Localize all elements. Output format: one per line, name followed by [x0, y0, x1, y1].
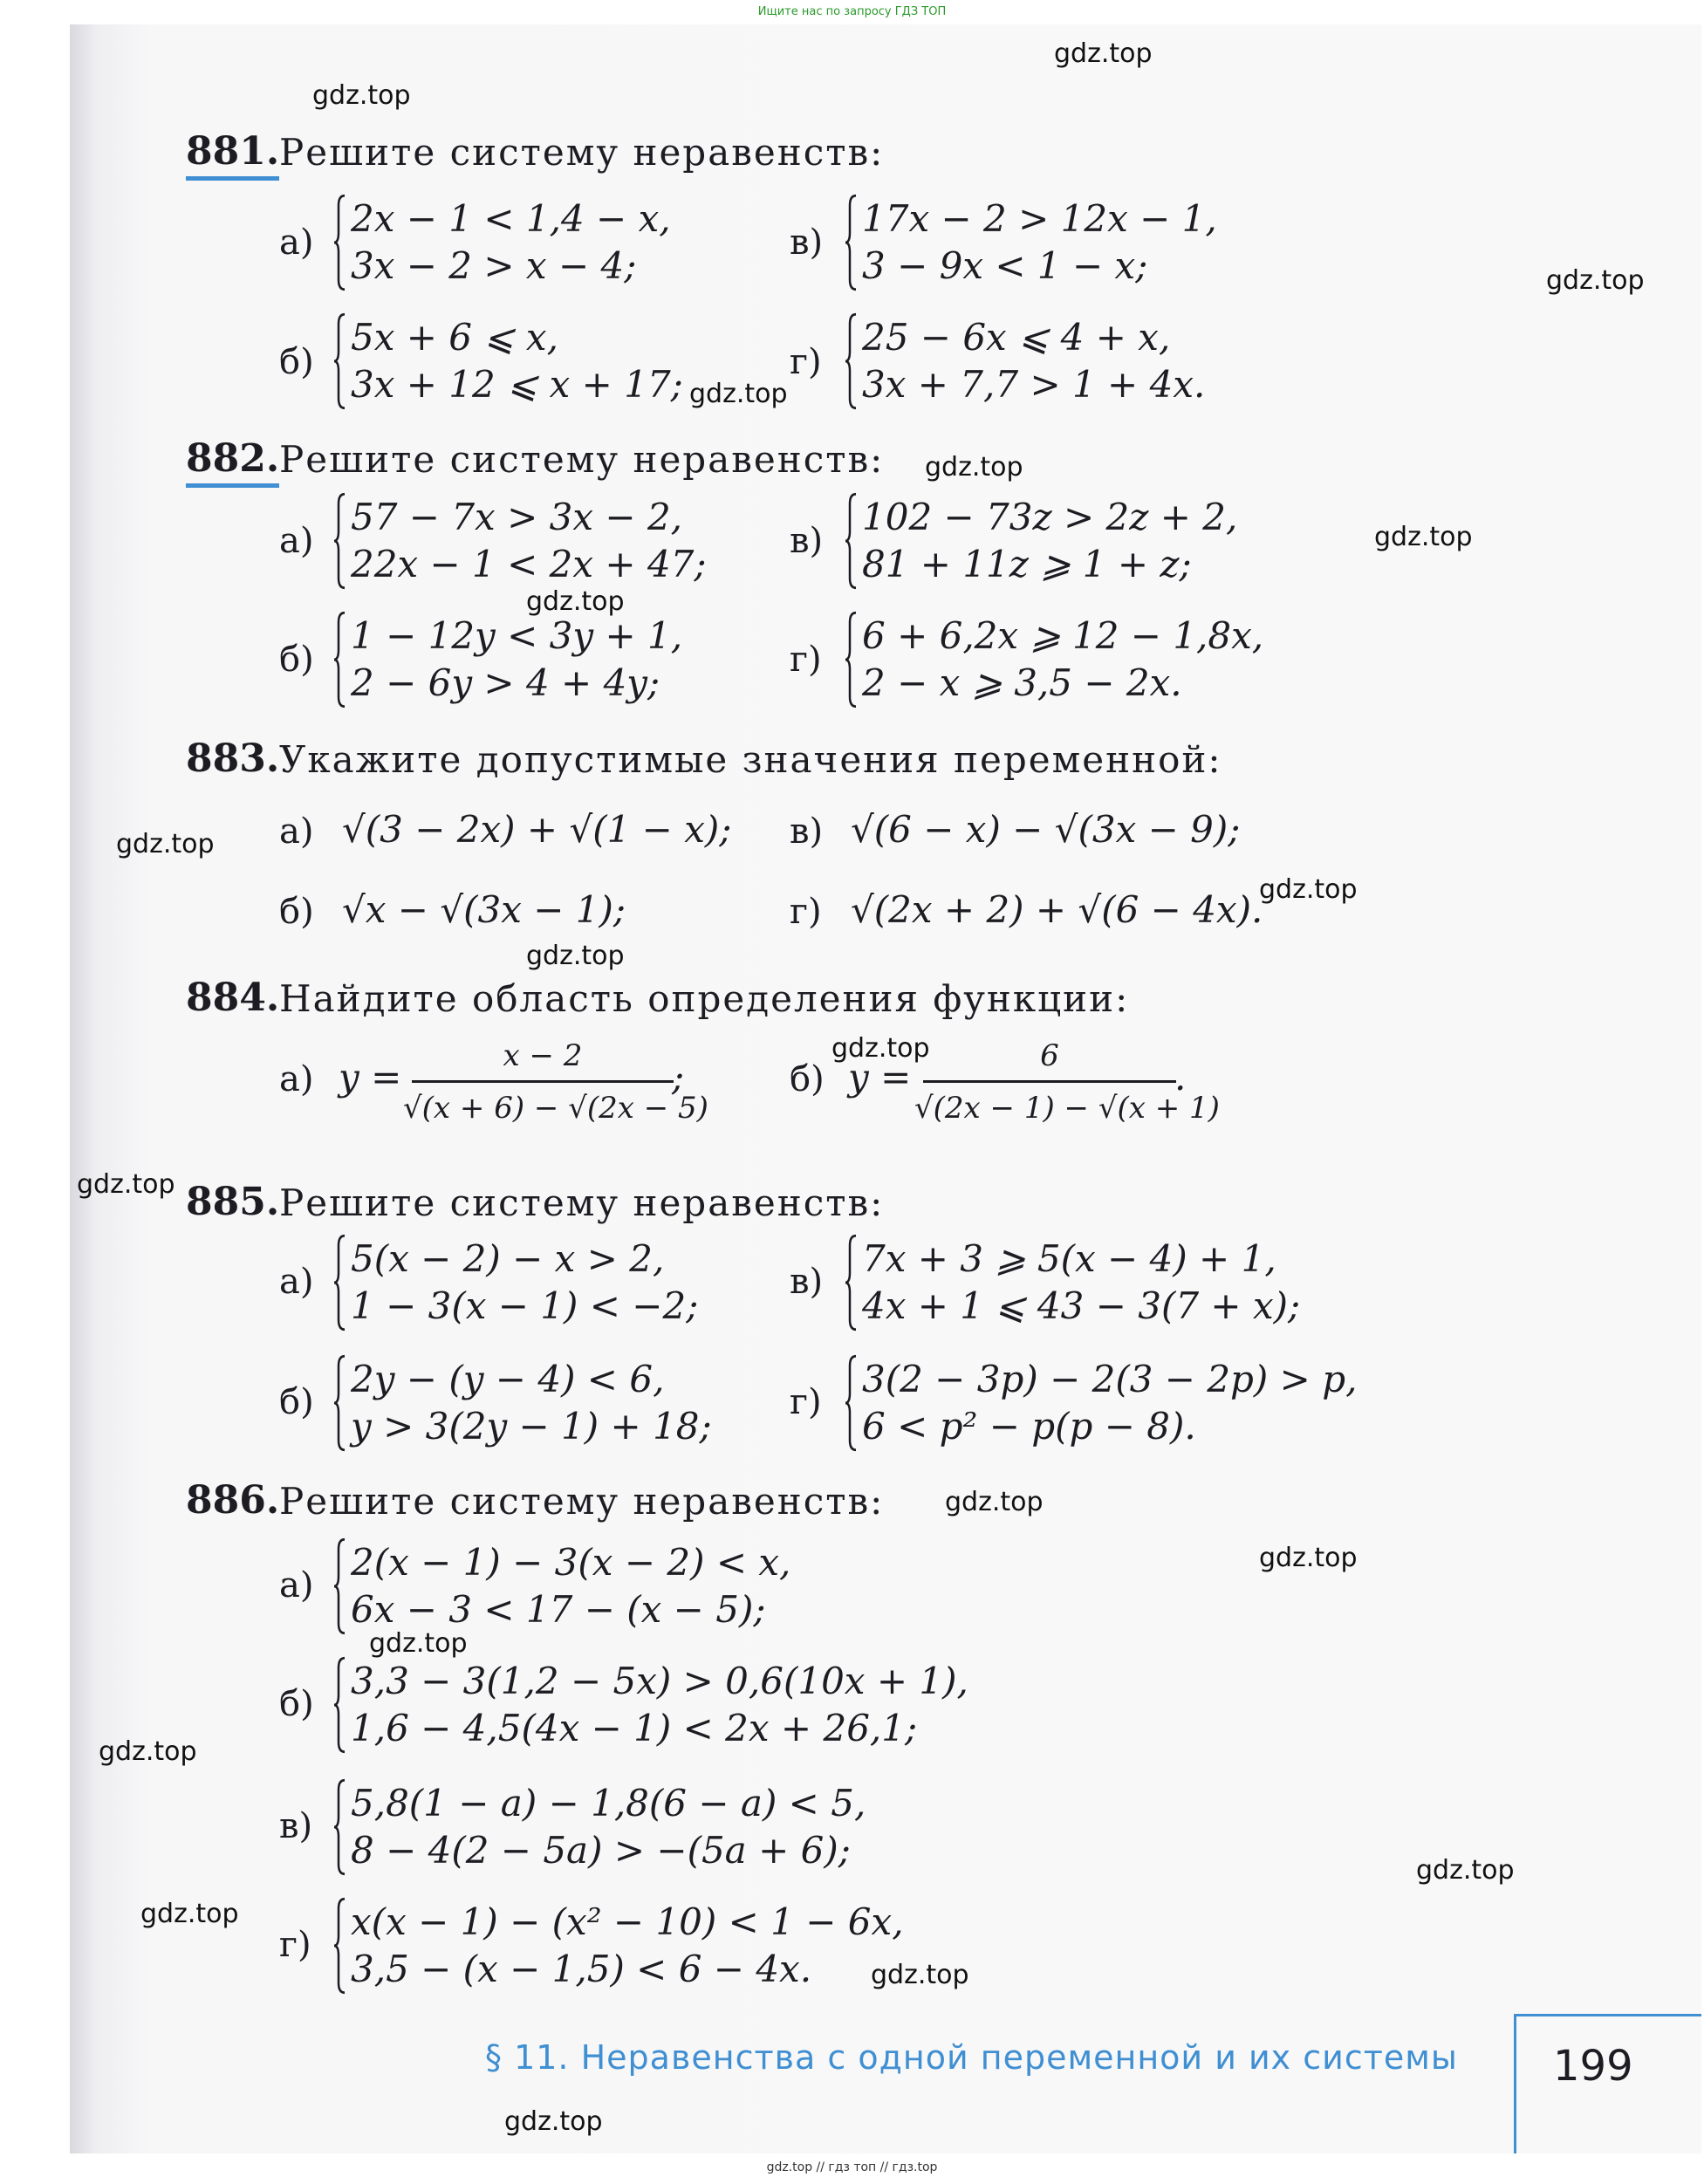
system-brace [845, 492, 858, 590]
system-brace [845, 194, 858, 291]
inequality-line: 57 − 7x > 3x − 2, [351, 496, 683, 538]
watermark: gdz.top [871, 1960, 969, 1990]
inequality-line: y > 3(2y − 1) + 18; [351, 1405, 712, 1448]
radical-expression: √(6 − x) − √(3x − 9); [851, 808, 1241, 851]
inequality-line: 5(x − 2) − x > 2, [351, 1237, 665, 1280]
item-label: а) [279, 521, 314, 561]
problem-title: Решите систему неравенств: [279, 1181, 885, 1224]
item-label: б) [279, 892, 314, 932]
function-lhs: y = [339, 1056, 402, 1099]
inequality-line: 2 − x ⩾ 3,5 − 2x. [862, 661, 1182, 704]
fraction-bar [412, 1080, 674, 1083]
watermark: gdz.top [77, 1169, 175, 1200]
watermark: gdz.top [1054, 38, 1153, 69]
watermark: gdz.top [1374, 522, 1473, 552]
inequality-line: 3x + 7,7 > 1 + 4x. [862, 363, 1206, 406]
inequality-line: 102 − 73z > 2z + 2, [862, 496, 1238, 538]
problem-title: Решите систему неравенств: [279, 131, 885, 174]
problem-title: Решите систему неравенств: [279, 438, 885, 481]
item-label: в) [279, 1806, 313, 1846]
inequality-line: x(x − 1) − (x² − 10) < 1 − 6x, [351, 1900, 904, 1943]
section-footer-title: § 11. Неравенства с одной переменной и их системы [485, 2038, 1458, 2077]
radical-expression: √(3 − 2x) + √(1 − x); [342, 808, 732, 851]
corner-divider [1514, 2014, 1516, 2153]
system-brace [845, 611, 858, 709]
fraction-bar [923, 1080, 1176, 1083]
fraction-numerator: x − 2 [503, 1038, 583, 1073]
inequality-line: 2 − 6y > 4 + 4y; [351, 661, 660, 704]
inequality-line: 8 − 4(2 − 5a) > −(5a + 6); [351, 1829, 851, 1872]
problem-number: 885. [186, 1180, 280, 1224]
watermark: gdz.top [945, 1487, 1044, 1517]
punctuation: ; [672, 1056, 685, 1099]
punctuation: . [1174, 1056, 1187, 1099]
watermark: gdz.top [1546, 265, 1645, 296]
watermark: gdz.top [369, 1628, 468, 1659]
inequality-line: 4x + 1 ⩽ 43 − 3(7 + x); [862, 1284, 1301, 1327]
inequality-line: 6 < p² − p(p − 8). [862, 1405, 1196, 1448]
system-brace [845, 1234, 858, 1332]
problem-number: 881. [186, 129, 279, 174]
system-brace [845, 312, 858, 410]
watermark: gdz.top [526, 586, 625, 617]
watermark: gdz.top [925, 452, 1023, 483]
inequality-line: 3,3 − 3(1,2 − 5x) > 0,6(10x + 1), [351, 1660, 968, 1702]
item-label: в) [790, 521, 824, 561]
inequality-line: 2x − 1 < 1,4 − x, [351, 197, 671, 240]
fraction-denominator: √(2x − 1) − √(x + 1) [914, 1091, 1220, 1126]
inequality-line: 2(x − 1) − 3(x − 2) < x, [351, 1541, 791, 1584]
watermark: gdz.top [1259, 1543, 1358, 1573]
item-label: а) [279, 1262, 314, 1302]
page-number: 199 [1553, 2042, 1633, 2091]
system-brace [333, 611, 346, 709]
item-label: г) [279, 1925, 311, 1965]
item-label: а) [279, 1059, 314, 1099]
inequality-line: 25 − 6x ⩽ 4 + x, [862, 316, 1171, 359]
corner-divider [1514, 2014, 1701, 2016]
system-brace [333, 492, 346, 590]
inequality-line: 3,5 − (x − 1,5) < 6 − 4x. [351, 1948, 812, 1990]
watermark: gdz.top [689, 379, 788, 409]
inequality-line: 1 − 12y < 3y + 1, [351, 614, 683, 657]
problem-number: 883. [186, 736, 280, 781]
system-brace [333, 1897, 346, 1995]
item-label: в) [790, 811, 824, 852]
item-label: г) [790, 892, 822, 932]
inequality-line: 6 + 6,2x ⩾ 12 − 1,8x, [862, 614, 1264, 657]
item-label: г) [790, 640, 822, 680]
item-label: б) [279, 1684, 314, 1724]
header-note: Ищите нас по запросу ГДЗ ТОП [757, 5, 947, 18]
watermark: gdz.top [1259, 874, 1358, 905]
problem-title: Укажите допустимые значения переменной: [279, 738, 1222, 781]
system-brace [333, 1537, 346, 1635]
system-brace [333, 194, 346, 291]
problem-number: 886. [186, 1478, 280, 1523]
inequality-line: 81 + 11z ⩾ 1 + z; [862, 543, 1192, 585]
system-brace [333, 1778, 346, 1876]
watermark: gdz.top [116, 829, 215, 859]
inequality-line: 3 − 9x < 1 − x; [862, 244, 1148, 287]
inequality-line: 1 − 3(x − 1) < −2; [351, 1284, 699, 1327]
footer-note: gdz.top // гдз топ // гдз.top [766, 2160, 938, 2174]
system-brace [333, 1234, 346, 1332]
watermark: gdz.top [99, 1736, 197, 1767]
item-label: в) [790, 223, 824, 263]
watermark: gdz.top [831, 1033, 930, 1064]
inequality-line: 5,8(1 − a) − 1,8(6 − a) < 5, [351, 1782, 866, 1825]
item-label: а) [279, 811, 314, 852]
watermark: gdz.top [526, 941, 625, 971]
radical-expression: √(2x + 2) + √(6 − 4x). [851, 888, 1263, 931]
item-label: б) [790, 1059, 825, 1099]
inequality-line: 3x − 2 > x − 4; [351, 244, 637, 287]
watermark: gdz.top [1416, 1855, 1515, 1886]
inequality-line: 7x + 3 ⩾ 5(x − 4) + 1, [862, 1237, 1276, 1280]
problem-number: 884. [186, 976, 280, 1020]
system-brace [333, 312, 346, 410]
item-label: г) [790, 1382, 822, 1422]
item-label: б) [279, 342, 314, 382]
fraction-numerator: 6 [1040, 1038, 1059, 1073]
radical-expression: √x − √(3x − 1); [342, 888, 626, 931]
inequality-line: 3x + 12 ⩽ x + 17; [351, 363, 683, 406]
item-label: в) [790, 1262, 824, 1302]
problem-title: Найдите область определения функции: [279, 977, 1130, 1020]
problem-number: 882. [186, 436, 279, 481]
watermark: gdz.top [140, 1899, 239, 1929]
system-brace [333, 1656, 346, 1754]
inequality-line: 22x − 1 < 2x + 47; [351, 543, 707, 585]
problem-title: Решите систему неравенств: [279, 1480, 885, 1523]
inequality-line: 5x + 6 ⩽ x, [351, 316, 558, 359]
function-lhs: y = [848, 1056, 912, 1099]
fraction-denominator: √(x + 6) − √(2x − 5) [403, 1091, 708, 1126]
watermark: gdz.top [312, 80, 411, 111]
item-label: а) [279, 1565, 314, 1605]
item-label: б) [279, 1382, 314, 1422]
system-brace [845, 1354, 858, 1452]
inequality-line: 17x − 2 > 12x − 1, [862, 197, 1217, 240]
system-brace [333, 1354, 346, 1452]
inequality-line: 2y − (y − 4) < 6, [351, 1358, 665, 1400]
inequality-line: 6x − 3 < 17 − (x − 5); [351, 1588, 766, 1631]
inequality-line: 1,6 − 4,5(4x − 1) < 2x + 26,1; [351, 1707, 918, 1749]
item-label: г) [790, 342, 822, 382]
inequality-line: 3(2 − 3p) − 2(3 − 2p) > p, [862, 1358, 1358, 1400]
item-label: а) [279, 223, 314, 263]
item-label: б) [279, 640, 314, 680]
watermark: gdz.top [504, 2106, 603, 2137]
